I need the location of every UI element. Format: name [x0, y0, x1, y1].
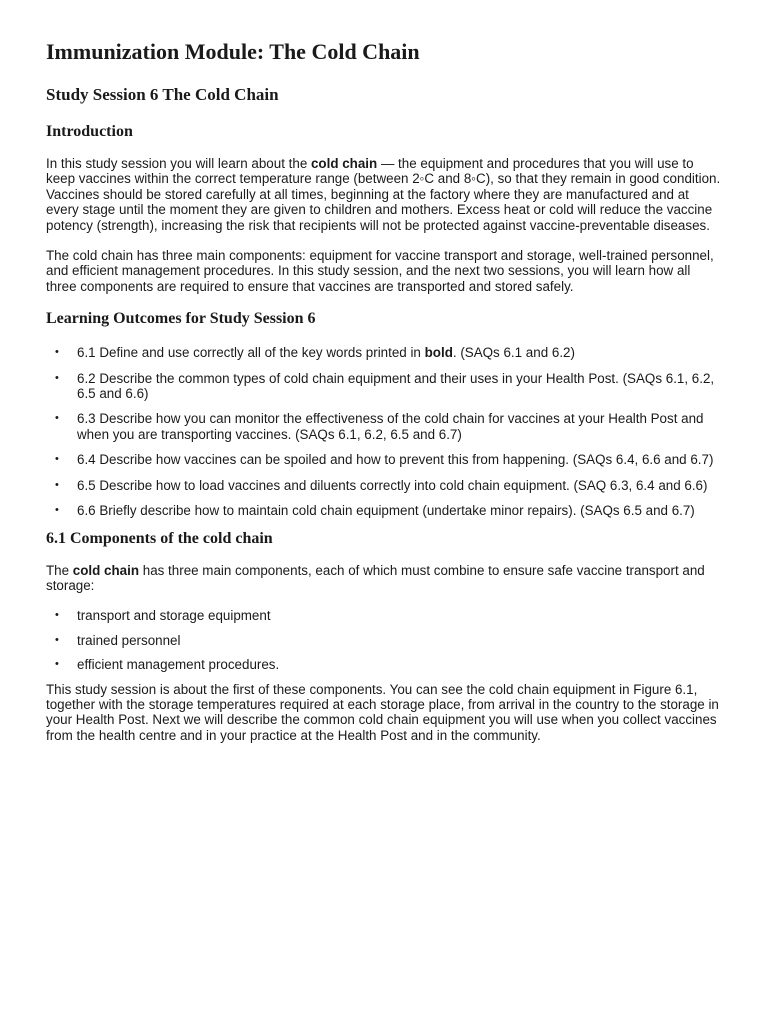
list-item: • 6.6 Briefly describe how to maintain cold chain equipment (undertake minor repairs). (SAQs 6.5 and 6.7): [55, 503, 695, 519]
list-item: • transport and storage equipment: [55, 608, 271, 624]
section-6-1-heading: 6.1 Components of the cold chain: [46, 529, 273, 547]
learning-outcomes-heading: Learning Outcomes for Study Session 6: [46, 310, 316, 328]
list-item: • 6.3 Describe how you can monitor the effectiveness of the cold chain for vaccines at your Health Post and when you are transporting vaccines. (SAQs 6.1, 6.2, 6.5 and 6.7): [55, 411, 704, 442]
list-item: • 6.1 Define and use correctly all of the key words printed in bold. (SAQs 6.1 and 6.2): [55, 345, 575, 361]
bullet-icon: •: [55, 504, 59, 517]
session-title: Study Session 6 The Cold Chain: [46, 85, 279, 104]
bullet-icon: •: [55, 371, 59, 384]
list-item: • 6.2 Describe the common types of cold chain equipment and their uses in your Health Post. (SAQs 6.1, 6.2, 6.5 and 6.6): [55, 370, 715, 402]
intro-paragraph-2: The cold chain has three main components: equipment for vaccine transport and storage, well-trained personnel, and efficient management procedures. In this study session, and the next two sessions, you will learn how all three components are required to ensure that vaccines are transported and stored safely.: [46, 248, 714, 294]
list-item: • 6.5 Describe how to load vaccines and diluents correctly into cold chain equipment. (SAQ 6.3, 6.4 and 6.6): [55, 477, 708, 493]
learning-outcomes-list: [46, 345, 722, 518]
bullet-icon: •: [55, 633, 59, 646]
bullet-icon: •: [55, 412, 59, 425]
bullet-icon: •: [55, 453, 59, 466]
bullet-icon: •: [55, 658, 59, 671]
introduction-heading: Introduction: [46, 123, 133, 140]
document-title: Immunization Module: The Cold Chain: [46, 39, 420, 64]
section-6-1-paragraph-1: The cold chain has three main components, each of which must combine to ensure safe vaccine transport and storage:: [46, 562, 705, 593]
list-item: • efficient management procedures.: [55, 657, 280, 673]
key-term: cold chain: [72, 562, 140, 578]
list-item: • 6.4 Describe how vaccines can be spoiled and how to prevent this from happening. (SAQs 6.4, 6.6 and 6.7): [55, 452, 714, 468]
bullet-icon: •: [55, 346, 59, 359]
bullet-icon: •: [55, 478, 59, 491]
components-list: [46, 608, 722, 672]
intro-paragraph-1: In this study session you will learn about the cold chain — the equipment and procedures that you will use to keep vaccines within the correct temperature range (between 2◦C and 8◦C), so that they remain in good condition. Vaccines should be stored carefully at all times, beginning at the factory where they are manufactured and at every stage until the moment they are given to children and mothers. Excess heat or cold will reduce the vaccine potency (strength), increasing the risk that recipients will not be protected against vaccine-preventable diseases.: [46, 156, 721, 233]
list-item: • trained personnel: [55, 632, 181, 648]
section-6-1-paragraph-2: This study session is about the first of these components. You can see the cold chain equipment in Figure 6.1, together with the storage temperatures required at each storage place, from arrival in the country to the storage in your Health Post. Next we will describe the common cold chain equipment you will use when you collect vaccines from the health centre and in your practice at the Health Post and in the community.: [46, 681, 719, 743]
bullet-icon: •: [55, 609, 59, 622]
key-term: cold chain: [310, 156, 378, 171]
